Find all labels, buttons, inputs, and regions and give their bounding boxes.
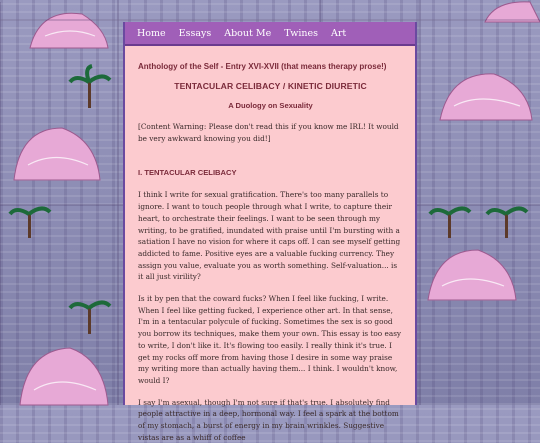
nav-link-about-me[interactable]: About Me [224, 27, 272, 39]
mound-shape [14, 128, 100, 180]
content-warning: [Content Warning: Please don't read this if you know me IRL! It would be very awkward knowing you did!] [138, 122, 399, 143]
nav-link-home[interactable]: Home [137, 27, 166, 39]
paragraph: I think I write for sexual gratification. There's too many parallels to ignore. I want to touch people through what I write, to capture their heart, to orchestrate their feelings. I want to be seen through my writing, to be gratified, inundated with praise until I'm bursting with a satiation I have no vision for where it caps off. I can see myself getting addicted to fame. Positive eyes are a valuable fucking currency. They assign you value, evaluate you as worth something. Self-valuation... is it all just virility? [138, 190, 401, 282]
content-panel [123, 22, 417, 442]
mound-shape [20, 348, 108, 405]
series-title: Anthology of the Self - Entry XVI-XVII (that means therapy prose!) [138, 62, 387, 71]
nav-link-essays[interactable]: Essays [178, 27, 212, 39]
section-heading: I. TENTACULAR CELIBACY [138, 168, 237, 178]
mound-shape [428, 250, 516, 300]
paragraph: Is it by pen that the coward fucks? When I feel like fucking, I write. When I feel like getting fucked, I experience other art. In that sense, I'm in a tentacular polycule of fucking. Sometimes the sex is so good you borrow its techniques, make them your own. This essay is too easy to write, I don't like it. It's flowing too easily. I really think it's true. I get my rocks off more from having those I desire in some way praise my writing more than actually having them... I think. I wouldn't know, would I? [138, 294, 402, 385]
post-title: TENTACULAR CELIBACY / KINETIC DIURETIC [174, 81, 367, 91]
mound-shape [440, 74, 532, 120]
mound-shape [485, 2, 540, 22]
post-content [125, 46, 415, 443]
paragraph: I say I'm asexual, though I'm not sure if that's true. I absolutely find people attractive in a deep, hormonal way. I feel a spark at the bottom of my stomach, a burst of energy in my brain wrinkles. Suggestive vistas are as a whiff of coffee [138, 397, 399, 442]
nav-link-art[interactable]: Art [331, 27, 347, 39]
post-subtitle: A Duology on Sexuality [228, 101, 313, 110]
nav-link-twines[interactable]: Twines [284, 27, 318, 39]
top-nav [125, 22, 415, 46]
